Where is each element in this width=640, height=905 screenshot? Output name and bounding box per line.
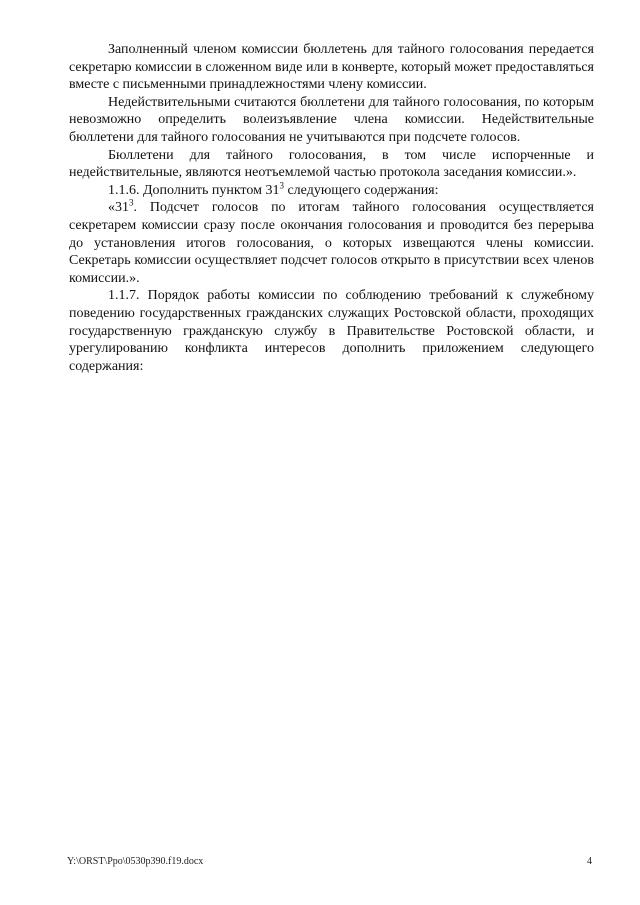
paragraph-point-31-3-number: «31 [108,200,129,216]
superscript: 3 [129,197,134,208]
paragraph-item-1-1-6-text: 1.1.6. Дополнить пунктом 31 [108,182,280,198]
paragraph-item-1-1-6-text-end: следующего содержания: [283,182,439,198]
superscript: 3 [279,180,284,191]
document-body [69,41,594,375]
page-number: 4 [587,856,592,867]
paragraph-ballots-protocol: Бюллетени для тайного голосования, в том числе испорченные и недействительные, являются неотъемлемой частью протокола заседания комиссии.». [69,147,594,181]
paragraph-invalid-ballots: Недействительными считаются бюллетени для тайного голосования, по которым невозможно определить волеизъявление члена комиссии. Недействительные бюллетени для тайного голосования не учитываются при подсчете голосов. [69,94,594,145]
footer-file-path: Y:\ORST\Ppo\0530p390.f19.docx [67,856,204,867]
paragraph-point-31-3 [69,199,594,287]
paragraph-item-1-1-6 [69,182,594,200]
paragraph-ballot-submission: Заполненный членом комиссии бюллетень для тайного голосования передается секретарю комиссии в сложенном виде или в конверте, который может предоставляться вместе с письменными принадлежностями члену комиссии. [69,42,594,93]
paragraph-point-31-3-text: . Подсчет голосов по итогам тайного голосования осуществляется секретарем комиссии сразу после окончания голосования и проводится без перерыва до установления итогов голосования, о которых извещаются члены комиссии. Секретарь комиссии осуществляет подсчет голосов открыто в присутствии всех членов комиссии.». [69,200,594,286]
paragraph-item-1-1-7: 1.1.7. Порядок работы комиссии по соблюдению требований к служебному поведению государственных гражданских служащих Ростовской области, проходящих государственную гражданскую службу в Правительстве Ростовской области, и урегулированию конфликта интересов дополнить приложением следующего содержания: [69,288,594,374]
